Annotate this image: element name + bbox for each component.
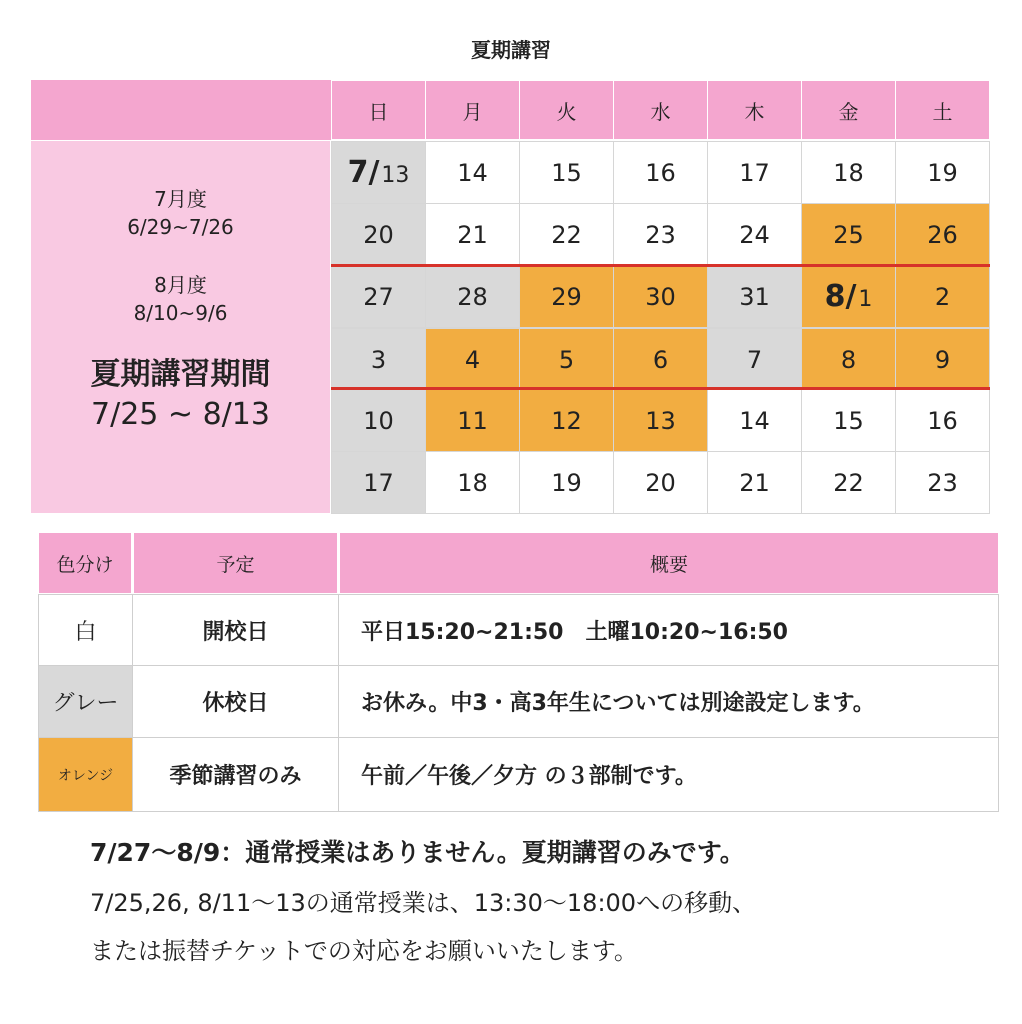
calendar-day: 22 (801, 451, 896, 514)
day-number: 13 (381, 163, 410, 188)
weekday-header: 土 (895, 80, 990, 140)
calendar-day: 28 (425, 265, 520, 328)
legend-summary: 平日15:20~21:50 土曜10:20~16:50 (338, 594, 999, 666)
period-range: 7/25 ~ 8/13 (91, 397, 270, 432)
weekday-header: 日 (331, 80, 426, 140)
calendar-day: 29 (519, 265, 614, 328)
note-line-3: または振替チケットでの対応をお願いいたします。 (90, 937, 638, 965)
calendar-day: 16 (895, 389, 990, 452)
legend-header-color: 色分け (38, 532, 132, 594)
note-line-1: 7/27〜8/9：通常授業はありません。夏期講習のみです。 (90, 838, 745, 867)
calendar-day: 4 (425, 328, 520, 391)
calendar-day: 16 (613, 141, 708, 204)
calendar-day: 18 (801, 141, 896, 204)
calendar-day: 7 (707, 328, 802, 391)
august-label: 8月度 (154, 273, 207, 297)
calendar-day: 21 (707, 451, 802, 514)
legend-schedule: 開校日 (132, 594, 339, 666)
calendar-day: 2 (895, 265, 990, 328)
calendar-day: 19 (895, 141, 990, 204)
legend-header-summary: 概要 (339, 532, 999, 594)
calendar-day: 13 (613, 389, 708, 452)
page-title: 夏期講習 (471, 38, 551, 62)
calendar-day: 17 (707, 141, 802, 204)
calendar-day: 18 (425, 451, 520, 514)
calendar-day: 11 (425, 389, 520, 452)
calendar-day: 20 (613, 451, 708, 514)
calendar-day: 15 (519, 141, 614, 204)
legend-color-gray: グレー (38, 665, 133, 738)
calendar-day: 23 (895, 451, 990, 514)
calendar-day: 15 (801, 389, 896, 452)
calendar-day: 30 (613, 265, 708, 328)
legend-schedule: 季節講習のみ (132, 737, 339, 812)
weekday-header: 木 (707, 80, 802, 140)
calendar-day: 10 (331, 389, 426, 452)
calendar-day: 9 (895, 328, 990, 391)
calendar-day (801, 265, 896, 328)
calendar-day: 3 (331, 328, 426, 391)
calendar-day: 20 (331, 203, 426, 266)
calendar-day: 12 (519, 389, 614, 452)
calendar-day: 25 (801, 203, 896, 266)
calendar-day: 14 (707, 389, 802, 452)
legend-schedule: 休校日 (132, 665, 339, 738)
calendar-day: 24 (707, 203, 802, 266)
note-line-2: 7/25,26, 8/11〜13の通常授業は、13:30〜18:00への移動、 (90, 889, 757, 917)
month-prefix: 8/ (824, 279, 857, 314)
july-label: 7月度 (154, 187, 207, 211)
calendar-day: 31 (707, 265, 802, 328)
month-prefix: 7/ (347, 155, 380, 190)
weekday-header: 月 (425, 80, 520, 140)
calendar-side-panel (31, 141, 330, 513)
legend-color-white: 白 (38, 594, 133, 666)
july-range: 6/29~7/26 (127, 215, 234, 239)
weekday-header: 水 (613, 80, 708, 140)
august-range: 8/10~9/6 (133, 301, 228, 325)
calendar-day: 27 (331, 265, 426, 328)
calendar-day: 14 (425, 141, 520, 204)
legend-summary: お休み。中3・高3年生については別途設定します。 (338, 665, 999, 738)
calendar-day: 26 (895, 203, 990, 266)
calendar-day (331, 141, 426, 204)
calendar-day: 8 (801, 328, 896, 391)
legend-header-schedule: 予定 (133, 532, 338, 594)
month-divider-line (331, 264, 990, 267)
legend-summary: 午前／午後／夕方 の３部制です。 (338, 737, 999, 812)
legend-color-orange: オレンジ (38, 737, 133, 812)
weekday-header: 火 (519, 80, 614, 140)
calendar-day: 23 (613, 203, 708, 266)
calendar-day: 17 (331, 451, 426, 514)
calendar-day: 22 (519, 203, 614, 266)
calendar-day: 19 (519, 451, 614, 514)
calendar-day: 5 (519, 328, 614, 391)
calendar-day: 6 (613, 328, 708, 391)
month-divider-line (331, 387, 990, 390)
period-label: 夏期講習期間 (90, 357, 271, 392)
day-number: 1 (858, 287, 873, 312)
calendar-day: 21 (425, 203, 520, 266)
weekday-header: 金 (801, 80, 896, 140)
